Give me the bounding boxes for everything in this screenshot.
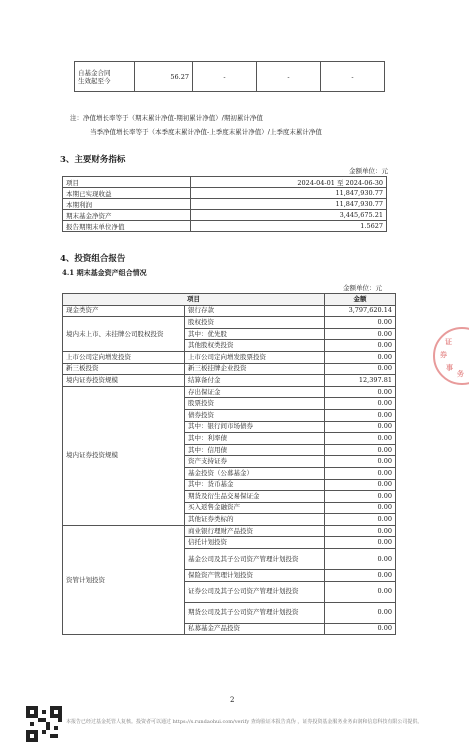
allocation-item: 其中：优先股 [185, 328, 325, 340]
allocation-row [63, 386, 396, 398]
allocation-category: 资管计划投资 [63, 525, 185, 634]
allocation-amount: 0.00 [325, 502, 396, 514]
allocation-item: 股权投资 [185, 317, 325, 329]
allocation-amount: 0.00 [325, 581, 396, 602]
allocation-item: 基金投资（公募基金） [185, 467, 325, 479]
footer-verification-text: 本报告已经过基金托管人复核。投资者可以通过 https://s.rundaohui.com/verify 查询验证本报告真伪 ，证券投资基金服务业务由润和信息科技有限公司提供。 [66, 719, 423, 725]
financial-row-label: 项目 [63, 177, 191, 188]
allocation-amount: 12,397.81 [325, 375, 396, 387]
allocation-item: 期货及衍生品交易保证金 [185, 491, 325, 503]
return-row-label: 自基金合同 生效起至今 [75, 62, 135, 92]
allocation-row [63, 351, 396, 363]
financial-row-label: 本期已实现收益 [63, 188, 191, 199]
allocation-item: 上市公司定向增发股票投资 [185, 351, 325, 363]
allocation-amount: 0.00 [325, 479, 396, 491]
allocation-amount: 0.00 [325, 444, 396, 456]
allocation-amount: 0.00 [325, 456, 396, 468]
allocation-amount: 0.00 [325, 570, 396, 582]
allocation-item: 其中：银行间市场债券 [185, 421, 325, 433]
financial-row-value: 11,847,930.77 [191, 188, 387, 199]
page-number: 2 [230, 696, 235, 704]
allocation-item: 其中：货币基金 [185, 479, 325, 491]
qr-code-icon [26, 706, 62, 742]
allocation-amount: 0.00 [325, 421, 396, 433]
allocation-amount: 0.00 [325, 514, 396, 526]
asset-allocation-table [62, 293, 396, 635]
financial-row [63, 199, 387, 210]
allocation-item: 银行存款 [185, 305, 325, 317]
section4-subtitle: 4.1 期末基金资产组合情况 [62, 268, 147, 277]
allocation-item: 证券公司及其子公司资产管理计划投资 [185, 581, 325, 602]
allocation-category: 境内证券投资规模 [63, 375, 185, 387]
allocation-amount: 0.00 [325, 317, 396, 329]
return-dash: - [321, 62, 385, 92]
allocation-amount: 0.00 [325, 398, 396, 410]
allocation-amount: 0.00 [325, 433, 396, 445]
note-line-2: 当季净值增长率等于（本季度末累计净值-上季度末累计净值）/上季度末累计净值 [90, 128, 322, 136]
financial-row-label: 本期利润 [63, 199, 191, 210]
financial-row-label: 期末基金净资产 [63, 210, 191, 221]
allocation-item: 资产支持证券 [185, 456, 325, 468]
allocation-amount: 0.00 [325, 491, 396, 503]
allocation-item: 新三板挂牌企业投资 [185, 363, 325, 375]
return-dash: - [193, 62, 257, 92]
allocation-amount: 0.00 [325, 623, 396, 635]
allocation-amount: 0.00 [325, 549, 396, 570]
allocation-category: 上市公司定向增发投资 [63, 351, 185, 363]
return-table [74, 61, 385, 92]
financial-row [63, 210, 387, 221]
allocation-row [63, 375, 396, 387]
allocation-item: 保险资产管理计划投资 [185, 570, 325, 582]
allocation-item: 债券投资 [185, 409, 325, 421]
allocation-item: 存出保证金 [185, 386, 325, 398]
allocation-item: 其中：信用债 [185, 444, 325, 456]
return-dash: - [257, 62, 321, 92]
financial-row-value: 3,445,675.21 [191, 210, 387, 221]
allocation-item: 其中：利率债 [185, 433, 325, 445]
allocation-category: 新三板投资 [63, 363, 185, 375]
note-line-1: 注：净值增长率等于（期末累计净值-期初累计净值）/期初累计净值 [70, 114, 263, 122]
allocation-item: 股票投资 [185, 398, 325, 410]
financial-row [63, 221, 387, 232]
allocation-amount: 0.00 [325, 363, 396, 375]
financial-row-value: 2024-04-01 至 2024-06-30 [191, 177, 387, 188]
allocation-amount: 0.00 [325, 525, 396, 537]
financial-row-label: 报告期期末单位净值 [63, 221, 191, 232]
allocation-item: 结算备付金 [185, 375, 325, 387]
allocation-amount: 0.00 [325, 467, 396, 479]
allocation-amount: 0.00 [325, 537, 396, 549]
allocation-category: 境内证券投资规模 [63, 386, 185, 525]
allocation-row [63, 317, 396, 329]
allocation-item: 其他证券类标的 [185, 514, 325, 526]
allocation-item: 商业银行理财产品投资 [185, 525, 325, 537]
red-seal-stamp: 证 券 事 务 [433, 327, 469, 385]
allocation-category: 境内未上市、未挂牌公司股权投资 [63, 317, 185, 352]
allocation-amount: 0.00 [325, 602, 396, 623]
allocation-item: 期货公司及其子公司资产管理计划投资 [185, 602, 325, 623]
allocation-amount: 0.00 [325, 386, 396, 398]
allocation-amount: 0.00 [325, 340, 396, 352]
allocation-row [63, 525, 396, 537]
allocation-item: 私募基金产品投资 [185, 623, 325, 635]
allocation-item: 其他股权类投资 [185, 340, 325, 352]
financial-indicators-table [62, 176, 387, 232]
financial-row [63, 188, 387, 199]
financial-row-value: 1.5627 [191, 221, 387, 232]
section4-unit: 金额单位：元 [343, 284, 382, 292]
financial-header-row [63, 177, 387, 188]
allocation-amount: 0.00 [325, 409, 396, 421]
section3-title: 3、主要财务指标 [60, 155, 126, 165]
allocation-row [63, 363, 396, 375]
allocation-amount: 0.00 [325, 328, 396, 340]
column-header-amount: 金额 [325, 294, 396, 306]
allocation-category: 现金类资产 [63, 305, 185, 317]
allocation-item: 基金公司及其子公司资产管理计划投资 [185, 549, 325, 570]
allocation-amount: 3,797,620.14 [325, 305, 396, 317]
column-header-item: 项目 [63, 294, 325, 306]
allocation-item: 信托计划投资 [185, 537, 325, 549]
financial-row-value: 11,847,930.77 [191, 199, 387, 210]
allocation-row [63, 305, 396, 317]
allocation-item: 买入返售金融资产 [185, 502, 325, 514]
allocation-amount: 0.00 [325, 351, 396, 363]
section4-title: 4、投资组合报告 [60, 254, 126, 264]
return-value: 56.27 [135, 62, 193, 92]
section3-unit: 金额单位：元 [349, 167, 388, 175]
